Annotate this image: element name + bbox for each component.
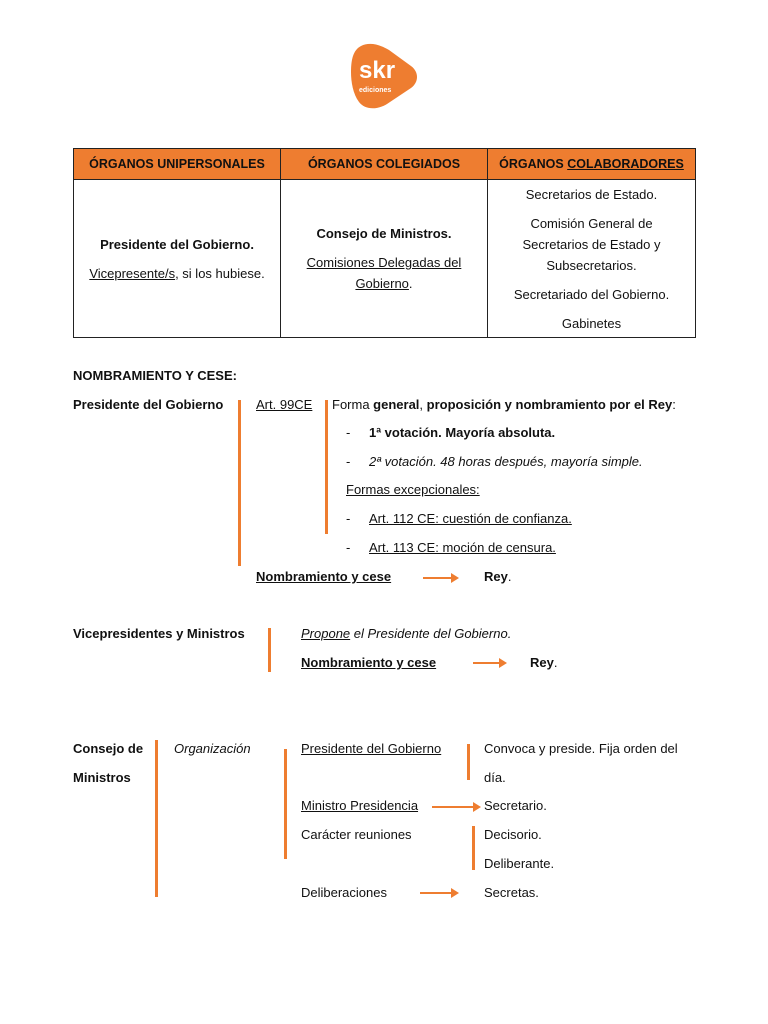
secretario-text: Secretario. — [484, 798, 547, 813]
decisorio-text: Decisorio. — [484, 827, 542, 842]
header-unipersonales: ÓRGANOS UNIPERSONALES — [74, 149, 281, 180]
deliberante-text: Deliberante. — [484, 856, 555, 871]
convoca-line1: Convoca y preside. Fija orden del — [484, 741, 678, 756]
vicepresidentes-label: Vicepresidentes y Ministros — [73, 626, 245, 641]
nombramiento-label: Nombramiento y cese — [301, 655, 437, 670]
cell-colaboradores — [488, 180, 696, 338]
section-title: NOMBRAMIENTO Y CESE: — [73, 368, 237, 383]
arrow-icon — [423, 577, 457, 579]
presidente-label: Presidente del Gobierno — [73, 397, 224, 412]
cell-unipersonales: Presidente del Gobierno. Vicepresente/s, si los hubiese. — [74, 180, 281, 338]
divider-bar — [325, 400, 328, 534]
exceptional-label: Formas excepcionales: — [346, 482, 480, 497]
colaborador-item: Gabinetes — [561, 315, 622, 331]
consejo-label-line1: Consejo de — [73, 741, 144, 756]
dash: - — [346, 425, 351, 440]
deliberaciones-label: Deliberaciones — [301, 885, 387, 900]
nombramiento-label: Nombramiento y cese — [256, 569, 392, 584]
rey-text: Rey. — [484, 569, 512, 584]
dash: - — [346, 540, 351, 555]
art99-link: Art. 99CE — [256, 397, 313, 412]
dash: - — [346, 511, 351, 526]
vicepresidente-text: Vicepresente/s — [89, 265, 176, 281]
divider-bar — [467, 744, 470, 780]
art112-text: Art. 112 CE: cuestión de confianza. — [369, 511, 572, 526]
svg-text:skr: skr — [359, 57, 396, 84]
comisiones-delegadas-text: Comisiones Delegadas del Gobierno — [306, 255, 462, 291]
arrow-icon — [432, 806, 479, 808]
organos-table — [73, 148, 696, 338]
arrow-icon — [420, 892, 457, 894]
ministro-presidencia-link: Ministro Presidencia — [301, 798, 419, 813]
divider-bar — [238, 400, 241, 566]
secretas-text: Secretas. — [484, 885, 539, 900]
header-colegiados: ÓRGANOS COLEGIADOS — [281, 149, 488, 180]
divider-bar — [284, 749, 287, 859]
header-colaboradores: ÓRGANOS COLABORADORES — [488, 149, 696, 180]
forma-text: Forma general, proposición y nombramiento por el Rey: — [332, 397, 676, 412]
vote2-text: 2ª votación. 48 horas después, mayoría simple. — [369, 454, 643, 469]
consejo-label-line2: Ministros — [73, 770, 131, 785]
rey-text: Rey. — [530, 655, 558, 670]
presidente-gobierno-text: Presidente del Gobierno. — [100, 236, 254, 252]
colaborador-item: Secretariado del Gobierno. — [513, 286, 670, 302]
skr-logo — [349, 42, 417, 110]
colaborador-item: Comisión General de Secretarios de Estado y Subsecretarios. — [522, 215, 661, 273]
vote1-text: 1ª votación. Mayoría absoluta. — [369, 425, 556, 440]
divider-bar — [268, 628, 271, 672]
colaborador-item: Secretarios de Estado. — [525, 186, 658, 202]
arrow-icon — [473, 662, 505, 664]
convoca-line2: día. — [484, 770, 506, 785]
divider-bar — [472, 826, 475, 870]
art113-text: Art. 113 CE: moción de censura. — [369, 540, 556, 555]
cell-colegiados: Consejo de Ministros. Comisiones Delegadas del Gobierno. — [281, 180, 488, 338]
consejo-ministros-text: Consejo de Ministros. — [316, 226, 452, 241]
divider-bar — [155, 740, 158, 897]
organizacion-label: Organización — [174, 741, 251, 756]
dash: - — [346, 454, 351, 469]
svg-text:ediciones: ediciones — [359, 87, 392, 94]
caracter-label: Carácter reuniones — [301, 827, 412, 842]
presidente-gobierno-link: Presidente del Gobierno — [301, 741, 442, 756]
propone-text: Propone el Presidente del Gobierno. — [301, 626, 512, 641]
